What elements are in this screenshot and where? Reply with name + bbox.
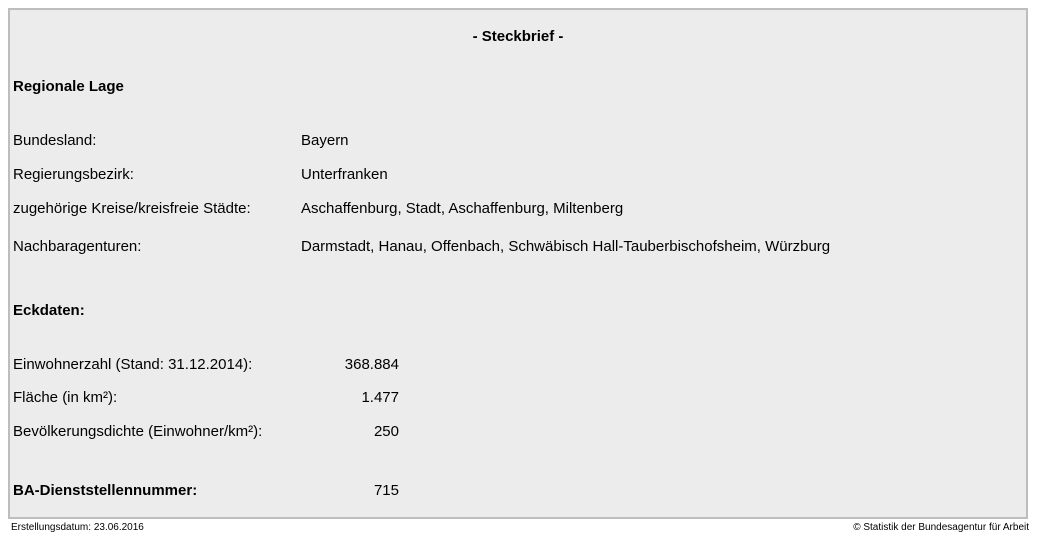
row-label: Regierungsbezirk: [13, 166, 134, 183]
row-value: 368.884 [344, 356, 399, 373]
row-value: Darmstadt, Hanau, Offenbach, Schwäbisch Hall-Tauberbischofsheim, Würzburg [301, 238, 831, 255]
page-title: - Steckbrief - [472, 28, 564, 45]
row-label: Bevölkerungsdichte (Einwohner/km²): [13, 423, 263, 440]
section-heading-regionale-lage: Regionale Lage [13, 78, 124, 95]
row-label: Fläche (in km²): [13, 389, 118, 406]
row-value: 250 [373, 423, 399, 440]
row-label: BA-Dienststellennummer: [13, 482, 198, 499]
row-label: Einwohnerzahl (Stand: 31.12.2014): [13, 356, 253, 373]
copyright-notice: © Statistik der Bundesagentur für Arbeit [853, 522, 1029, 533]
row-label: Bundesland: [13, 132, 97, 149]
row-value: 715 [373, 482, 399, 499]
row-value: Bayern [301, 132, 349, 149]
steckbrief-panel [8, 8, 1028, 519]
section-heading-eckdaten: Eckdaten: [13, 302, 85, 319]
row-label: Nachbaragenturen: [13, 238, 142, 255]
row-value: Unterfranken [301, 166, 388, 183]
creation-date: Erstellungsdatum: 23.06.2016 [11, 522, 144, 533]
row-value: 1.477 [361, 389, 399, 406]
row-value: Aschaffenburg, Stadt, Aschaffenburg, Miltenberg [301, 200, 624, 217]
row-label: zugehörige Kreise/kreisfreie Städte: [13, 200, 251, 217]
